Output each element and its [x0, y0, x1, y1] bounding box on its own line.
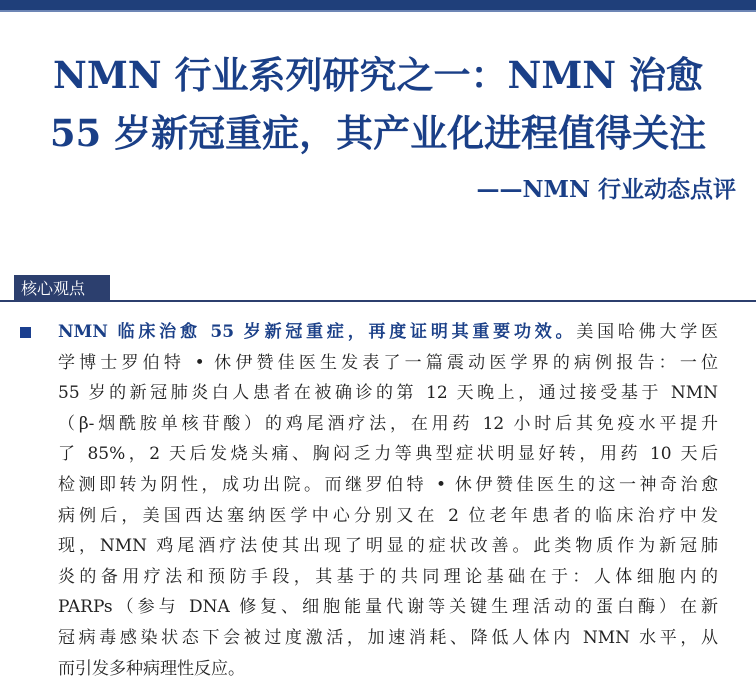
paragraph-line [58, 317, 718, 348]
report-title-line-2: 55 岁新冠重症，其产业化进程值得关注 [49, 111, 707, 155]
paragraph-line: 病例后，美国西达塞纳医学中心分别又在 2 位老年患者的临床治疗中发 [58, 505, 718, 526]
header-rule [0, 10, 756, 12]
paragraph-line: 了 85%，2 天后发烧头痛、胸闷乏力等典型症状明显好转，用药 10 天后 [58, 444, 718, 465]
paragraph-line: 而引发多种病理性反应。 [58, 658, 245, 679]
paragraph-line: 现，NMN 鸡尾酒疗法使其出现了明显的症状改善。此类物质作为新冠肺 [58, 536, 718, 557]
paragraph-line-1-rest: 美国哈佛大学医 [576, 322, 719, 342]
paragraph-line: 炎的备用疗法和预防手段，其基于的共同理论基础在于：人体细胞内的 [58, 566, 718, 587]
report-subtitle: ——NMN 行业动态点评 [476, 176, 736, 203]
report-title-line-1: NMN 行业系列研究之一：NMN 治愈 [53, 53, 703, 97]
paragraph-line: 冠病毒感染状态下会被过度激活，加速消耗、降低人体内 NMN 水平，从 [58, 627, 718, 648]
section-heading: 核心观点 [14, 275, 110, 302]
header-band [0, 0, 756, 10]
paragraph-line: （β-烟酰胺单核苷酸）的鸡尾酒疗法，在用药 12 小时后其免疫水平提升 [58, 413, 718, 434]
paragraph-line: 检测即转为阴性，成功出院。而继罗伯特 • 休伊赞佳医生的这一神奇治愈 [58, 474, 718, 495]
paragraph-line: 学博士罗伯特 • 休伊赞佳医生发表了一篇震动医学界的病例报告：一位 [58, 352, 718, 373]
paragraph-line: PARPs（参与 DNA 修复、细胞能量代谢等关键生理活动的蛋白酶）在新 [58, 597, 718, 618]
core-viewpoint-paragraph [58, 317, 718, 684]
square-bullet-icon [20, 327, 31, 338]
paragraph-lead: NMN 临床治愈 55 岁新冠重症，再度证明其重要功效。 [58, 322, 577, 342]
paragraph-line: 55 岁的新冠肺炎白人患者在被确诊的第 12 天晚上，通过接受基于 NMN [58, 383, 718, 404]
section-divider [0, 300, 756, 302]
